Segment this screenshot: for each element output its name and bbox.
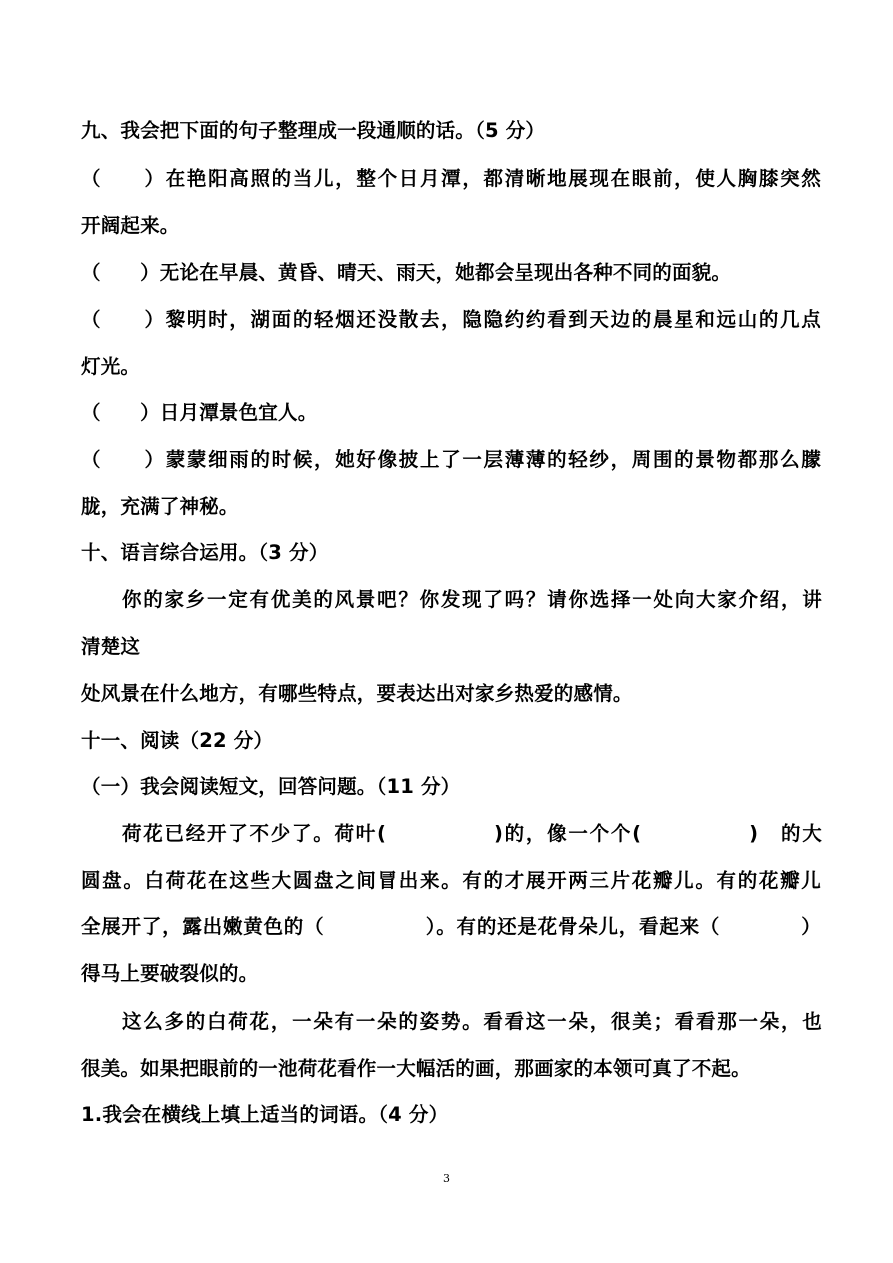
sentence-5-line-1: （ ）蒙蒙细雨的时候，她好像披上了一层薄薄的轻纱，周围的景物都那么朦: [81, 448, 821, 471]
page-number: 3: [443, 1172, 450, 1185]
passage-p2-line-1: 这么多的白荷花，一朵有一朵的姿势。看看这一朵，很美；看看那一朵，也: [122, 1010, 822, 1033]
section-10-prompt-line-2: 清楚这: [81, 635, 141, 658]
sentence-1-line-2: 开阔起来。: [81, 214, 180, 237]
section-10-heading: 十、语言综合运用。（3 分）: [81, 541, 329, 564]
passage-p1-line-2: 圆盘。白荷花在这些大圆盘之间冒出来。有的才展开两三片花瓣儿。有的花瓣儿: [81, 869, 821, 892]
sentence-3-line-2: 灯光。: [81, 355, 141, 378]
sentence-5-line-2: 胧，充满了神秘。: [81, 495, 239, 518]
passage-p1-line-3: 全展开了，露出嫩黄色的（ ）。有的还是花骨朵儿，看起来（ ）: [81, 915, 821, 938]
passage-p1-line-4: 得马上要破裂似的。: [81, 962, 259, 985]
section-10-prompt-line-3: 处风景在什么地方，有哪些特点，要表达出对家乡热爱的感情。: [81, 682, 633, 705]
passage-p2-line-2: 很美。如果把眼前的一池荷花看作一大幅活的画，那画家的本领可真了不起。: [81, 1057, 751, 1080]
sentence-4: （ ）日月潭景色宜人。: [81, 401, 318, 424]
reading-1-heading: （一）我会阅读短文，回答问题。（11 分）: [81, 775, 461, 798]
section-11-heading: 十一、阅读（22 分）: [81, 729, 274, 752]
section-10-prompt-line-1: 你的家乡一定有优美的风景吧？你发现了吗？请你选择一处向大家介绍，讲: [122, 588, 822, 611]
question-1: 1.我会在横线上填上适当的词语。（4 分）: [81, 1103, 449, 1126]
sentence-1-line-1: （ ）在艳阳高照的当儿，整个日月潭，都清晰地展现在眼前，使人胸膝突然: [81, 167, 821, 190]
passage-p1-line-1: 荷花已经开了不少了。荷叶( )的，像一个个( ) 的大: [122, 822, 822, 845]
section-9-heading: 九、我会把下面的句子整理成一段通顺的话。（5 分）: [81, 119, 546, 142]
sentence-2: （ ）无论在早晨、黄昏、晴天、雨天，她都会呈现出各种不同的面貌。: [81, 261, 732, 284]
sentence-3-line-1: （ ）黎明时，湖面的轻烟还没散去，隐隐约约看到天边的晨星和远山的几点: [81, 308, 821, 331]
